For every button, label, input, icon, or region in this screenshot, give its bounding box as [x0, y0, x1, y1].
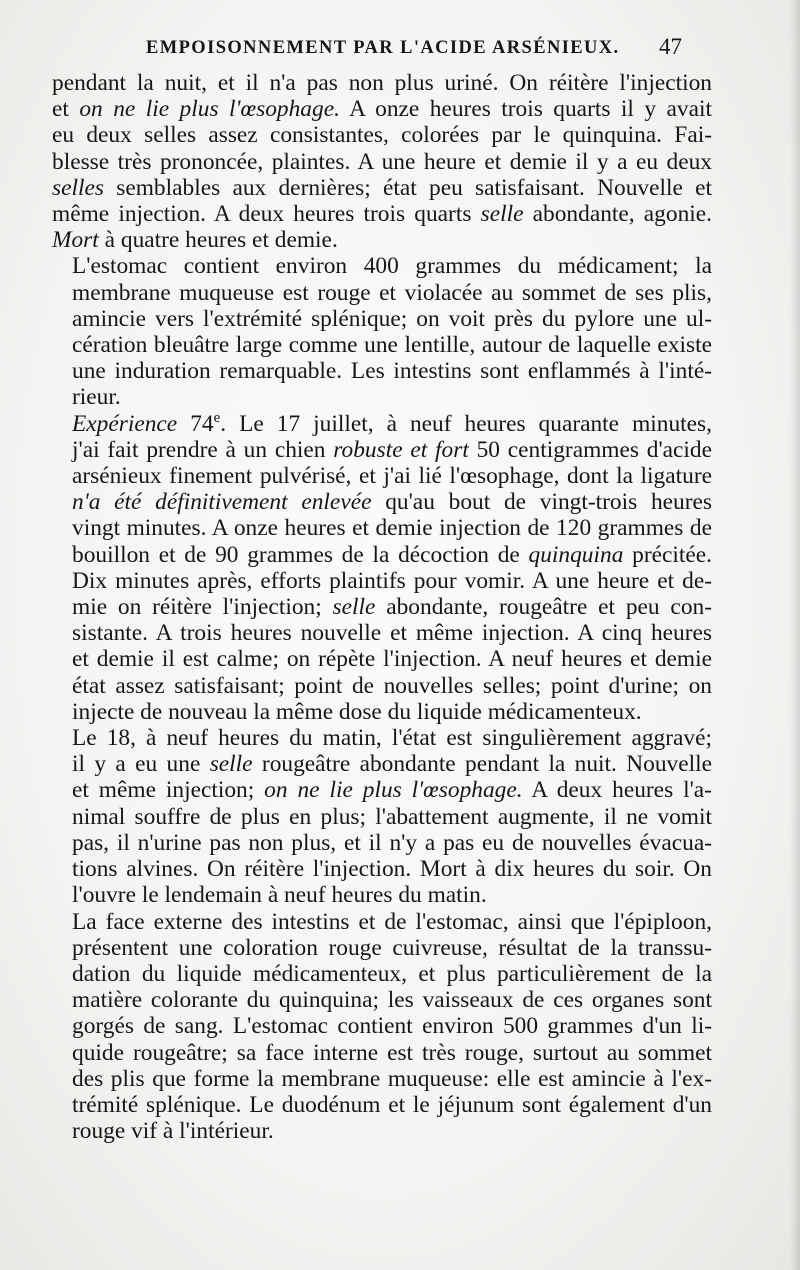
text-line [52, 935, 712, 961]
italic-text: Mort [52, 227, 99, 254]
text-run: abondante, rougeâtre et peu con- [375, 594, 712, 621]
text-line [52, 253, 712, 279]
text-run: 74 [177, 410, 214, 437]
text-line [52, 804, 712, 830]
text-run: rieur. [72, 384, 121, 411]
text-run: A deux heures l'a- [522, 777, 712, 804]
text-run: Le 18, à neuf heures du matin, l'état est singulièrement aggravé; [72, 725, 712, 752]
text-line [52, 725, 712, 751]
text-run: abondante, agonie. [523, 201, 712, 228]
text-line [52, 987, 712, 1013]
running-head [52, 34, 682, 64]
text-line [52, 568, 712, 594]
text-line [52, 1118, 712, 1144]
text-run: vingt minutes. A onze heures et demie injection de 120 grammes de [72, 515, 712, 542]
text-run: blesse très prononcée, plaintes. A une heure et demie il y a eu deux [52, 148, 712, 175]
text-line [52, 777, 712, 803]
text-run: sistante. A trois heures nouvelle et même injection. A cinq heures [72, 620, 712, 647]
text-run: à quatre heures et demie. [98, 227, 338, 254]
text-run: il y a eu une [72, 751, 210, 778]
text-run: matière colorante du quinquina; les vaisseaux de ces organes sont [72, 987, 712, 1014]
text-line [52, 437, 712, 463]
text-line [52, 542, 712, 568]
text-run: même injection. A deux heures trois quarts [52, 201, 481, 228]
text-run: arsénieux finement pulvérisé, et j'ai lié l'œsophage, dont la ligature [72, 463, 712, 490]
paragraph [52, 909, 712, 1145]
text-line [52, 201, 712, 227]
text-line [52, 280, 712, 306]
text-line [52, 646, 712, 672]
text-line [52, 882, 712, 908]
text-run: qu'au bout de vingt-trois heures [371, 489, 712, 516]
text-line [52, 96, 712, 122]
text-line [52, 175, 712, 201]
text-line [52, 149, 712, 175]
running-title: EMPOISONNEMENT PAR L'ACIDE ARSÉNIEUX. [146, 38, 620, 58]
text-line [52, 699, 712, 725]
text-run: mie on réitère l'injection; [72, 594, 333, 621]
text-run: pas, il n'urine pas non plus, et il n'y a pas eu de nouvelles évacua- [72, 829, 712, 856]
text-line [52, 306, 712, 332]
text-line [52, 384, 712, 410]
text-line [52, 515, 712, 541]
text-run: bouillon et de 90 grammes de la décoction de [72, 541, 529, 568]
text-run: j'ai fait prendre à un chien [72, 436, 334, 463]
text-run: précitée. [623, 541, 712, 568]
text-line [52, 411, 712, 437]
text-run: injecte de nouveau la même dose du liquide médicamenteux. [72, 698, 642, 725]
text-line [52, 673, 712, 699]
text-run: amincie vers l'extrémité splénique; on voit près du pylore une ul- [72, 305, 712, 332]
italic-text: selle [480, 201, 524, 228]
text-run: quide rougeâtre; sa face interne est très rouge, surtout au sommet [72, 1039, 712, 1066]
text-run: dation du liquide médicamenteux, et plus particulièrement de la [72, 960, 712, 987]
italic-text: on ne lie plus l'œsophage. [79, 96, 340, 123]
text-run: l'ouvre le lendemain à neuf heures du matin. [72, 882, 487, 909]
text-line [52, 1066, 712, 1092]
page-edge-shadow [790, 0, 800, 1270]
text-line [52, 489, 712, 515]
text-run: rouge vif à l'intérieur. [72, 1118, 274, 1145]
text-run: membrane muqueuse est rouge et violacée au sommet de ses plis, [72, 279, 712, 306]
text-line [52, 594, 712, 620]
text-line [52, 961, 712, 987]
text-run: gorgés de sang. L'estomac contient environ 500 grammes d'un li- [72, 1013, 712, 1040]
italic-text: Expérience [72, 410, 178, 437]
text-run: La face externe des intestins et de l'estomac, ainsi que l'épiploon, [72, 908, 712, 935]
text-run: eu deux selles assez consistantes, colorées par le quinquina. Fai- [52, 122, 712, 149]
text-run: pendant la nuit, et il n'a pas non plus uriné. On réitère l'injection [52, 70, 712, 96]
body-text [52, 70, 712, 1144]
text-run: trémité splénique. Le duodénum et le jéjunum sont également d'un [72, 1091, 712, 1118]
text-line [52, 1013, 712, 1039]
text-line [52, 332, 712, 358]
text-run: tions alvines. On réitère l'injection. Mort à dix heures du soir. On [72, 856, 712, 883]
text-line [52, 1092, 712, 1118]
paragraph [52, 253, 712, 410]
text-run: rougeâtre abondante pendant la nuit. Nouvelle [252, 751, 712, 778]
italic-text: selle [332, 594, 376, 621]
superscript-text: e [213, 409, 221, 426]
text-line [52, 620, 712, 646]
italic-text: quinquina [528, 541, 624, 568]
text-run: A onze heures trois quarts il y avait [339, 96, 712, 123]
text-line [52, 463, 712, 489]
italic-text: selle [209, 751, 253, 778]
text-run: une induration remarquable. Les intestins sont enflammés à l'inté- [72, 358, 712, 385]
italic-text: n'a été définitivement enlevée [72, 489, 372, 516]
text-line [52, 122, 712, 148]
text-line [52, 227, 712, 253]
italic-text: robuste et fort [333, 436, 469, 463]
page-number: 47 [659, 34, 682, 59]
text-run: présentent une coloration rouge cuivreuse, résultat de la transsu- [72, 934, 712, 961]
text-run: 50 centigrammes d'acide [468, 436, 712, 463]
italic-text: selles [52, 174, 104, 201]
text-run: cération bleuâtre large comme une lentille, autour de laquelle existe [72, 332, 712, 359]
text-run: nimal souffre de plus en plus; l'abattement augmente, il ne vomit [72, 803, 712, 830]
paragraph [52, 411, 712, 725]
text-run: état assez satisfaisant; point de nouvelles selles; point d'urine; on [72, 672, 712, 699]
text-line [52, 70, 712, 96]
text-line [52, 830, 712, 856]
italic-text: on ne lie plus l'œsophage. [264, 777, 523, 804]
text-run: . Le 17 juillet, à neuf heures quarante minutes, [220, 410, 712, 437]
text-run: L'estomac contient environ 400 grammes du médicament; la [72, 253, 712, 280]
text-run: et même injection; [72, 777, 265, 804]
text-line [52, 909, 712, 935]
text-run: Dix minutes après, efforts plaintifs pour vomir. A une heure et de- [72, 567, 712, 594]
text-line [52, 856, 712, 882]
text-run: et demie il est calme; on répète l'injection. A neuf heures et demie [72, 646, 712, 673]
text-run: et [52, 96, 80, 123]
text-line [52, 751, 712, 777]
paragraph [52, 725, 712, 908]
text-run: des plis que forme la membrane muqueuse: elle est amincie à l'ex- [72, 1065, 712, 1092]
text-line [52, 1040, 712, 1066]
text-run: semblables aux dernières; état peu satisfaisant. Nouvelle et [103, 174, 712, 201]
text-line [52, 358, 712, 384]
paragraph [52, 70, 712, 253]
